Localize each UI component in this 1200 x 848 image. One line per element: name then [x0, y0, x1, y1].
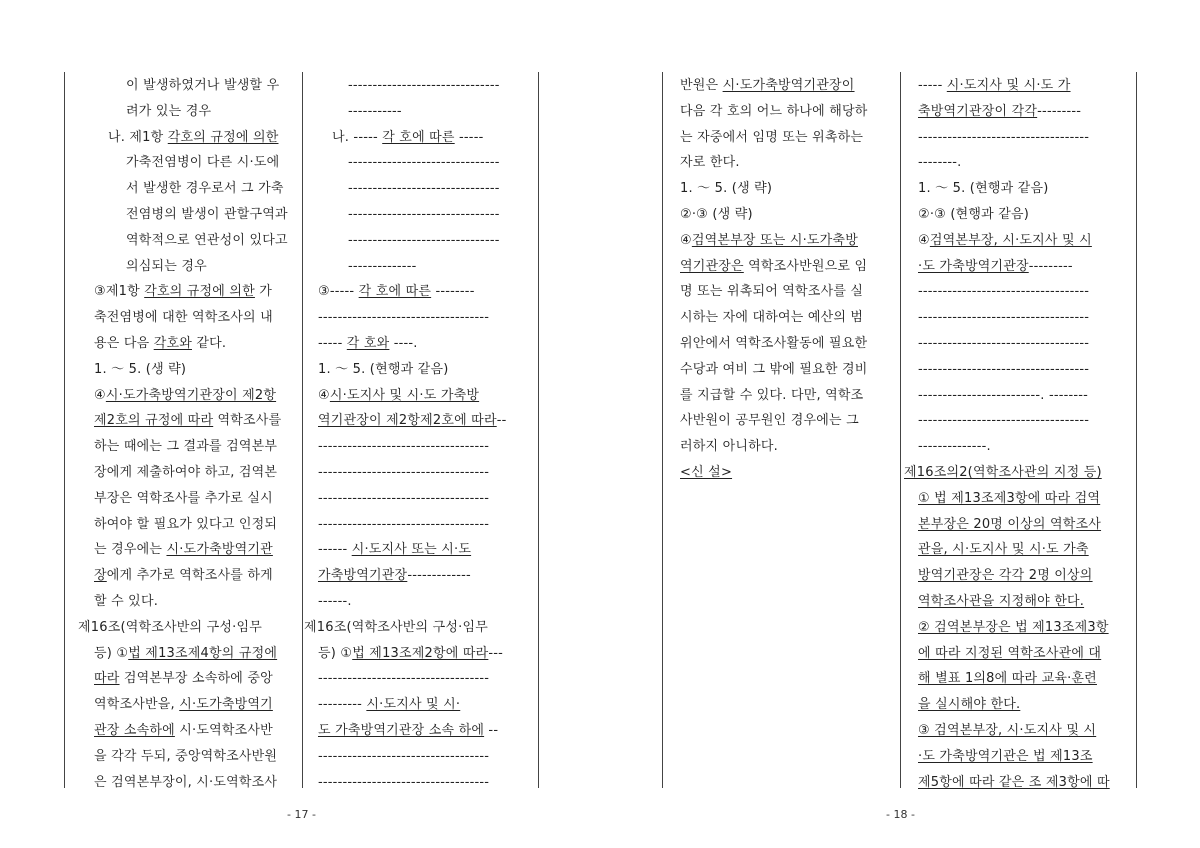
text-line: 위안에서 역학조사활동에 필요한	[680, 336, 868, 351]
text-line: 가축전염병이 다른 시·도에	[126, 155, 280, 171]
text-line	[918, 646, 1101, 662]
text-line	[904, 465, 1102, 481]
underlined-amendment: ① 법 제13조제3항에 따라 검역	[918, 490, 1101, 506]
underlined-amendment: 시·도지사 또는 시·도	[351, 542, 472, 558]
text-line: -----------------------------------	[318, 748, 490, 764]
underlined-amendment: 시·도가축방역기관장이 제2항	[105, 387, 277, 403]
text-line: 용은 다음 각호와 같다.	[94, 336, 227, 351]
underlined-amendment: 축방역기관장이 각각	[918, 103, 1038, 119]
text-line	[680, 465, 732, 481]
text-line: --------.	[918, 155, 962, 171]
underlined-amendment: 을 실시해야 한다.	[918, 697, 1021, 713]
text-line: -------------------------------	[348, 207, 500, 222]
text-line: 등) ①법 제13조제2항에 따라---	[318, 645, 504, 661]
text-line: ------.	[318, 594, 352, 609]
text-line: 1. ～ 5. (생 략)	[680, 181, 773, 197]
underlined-amendment: ② 검역본부장은 법 제13조제3항	[918, 619, 1109, 635]
underlined-amendment: 각호의 규정에 의한	[144, 284, 255, 300]
text-line: -----------------------------------	[318, 671, 490, 687]
text-line: -----------------------------------	[318, 516, 490, 532]
text-line: --------------.	[918, 439, 991, 455]
text-line: 전염병의 발생이 관할구역과	[126, 207, 288, 222]
text-line: ④시·도가축방역기관장이 제2항	[94, 387, 277, 403]
underlined-amendment: 각 호에 따른	[382, 129, 455, 145]
text-line	[918, 517, 1101, 533]
text-line: 은 검역본부장이, 시·도역학조사	[94, 774, 278, 790]
text-line: 수당과 여비 그 밖에 필요한 경비	[680, 361, 868, 377]
page-18	[600, 0, 1200, 848]
page-number: - 17 -	[287, 808, 316, 821]
text-line: -----------------------------------	[318, 439, 490, 455]
underlined-amendment: 각호와	[153, 336, 192, 351]
text-line: 러하지 아니하다.	[680, 439, 778, 455]
text-line: --------------	[348, 258, 417, 274]
text-line: 제16조(역학조사반의 구성·임무	[78, 619, 262, 635]
text-line: 역학적으로 연관성이 있다고	[126, 232, 288, 248]
text-line: ④검역본부장 또는 시·도가축방	[680, 232, 858, 248]
text-line: 나. ----- 각 호에 따른 -----	[332, 129, 484, 145]
text-line: -------------------------. --------	[918, 387, 1089, 403]
text-line: 도 가축방역기관장 소속 하에 --	[318, 723, 499, 738]
column-rule-left-outer	[64, 72, 65, 788]
text-line: 명 또는 위촉되어 역학조사를 실	[680, 284, 864, 300]
underlined-amendment: ·도 가축방역기관은 법 제13조	[918, 748, 1093, 764]
column-rule-right-middle	[900, 72, 901, 788]
text-line: -----------------------------------	[918, 413, 1090, 429]
underlined-amendment: 제2호의 규정에 따라	[94, 413, 214, 429]
text-line: 사반원이 공무원인 경우에는 그	[680, 413, 859, 429]
text-line: -----------------------------------	[918, 129, 1090, 145]
column-rule-right-inner	[1136, 72, 1137, 788]
underlined-amendment: 장	[94, 568, 107, 584]
text-line: 를 지급할 수 있다. 다만, 역학조	[680, 387, 864, 403]
text-line	[918, 671, 1097, 687]
text-line: 가축방역기관장-------------	[318, 568, 471, 584]
text-line: ·도 가축방역기관장---------	[918, 258, 1073, 274]
text-line	[918, 775, 1110, 791]
underlined-amendment: 방역기관장은 각각 2명 이상의	[918, 568, 1093, 584]
underlined-amendment: 에 따라 지정된 역학조사관에 대	[918, 645, 1102, 661]
text-line	[918, 491, 1100, 507]
text-line: 역기관장은 역학조사반원으로 임	[680, 258, 868, 274]
underlined-amendment: 시·도지사 및 시·도 가	[946, 78, 1071, 93]
text-line: -----------------------------------	[918, 336, 1090, 351]
underlined-amendment: 본부장은 20명 이상의 역학조사	[918, 516, 1102, 532]
text-line: 을 각각 두되, 중앙역학조사반원	[94, 748, 278, 764]
underlined-amendment: 제5항에 따라 같은 조 제3항에 따	[918, 774, 1110, 790]
text-line: 장에게 제출하여야 하고, 검역본	[94, 465, 278, 480]
text-line: ②·③ (현행과 같음)	[918, 207, 1030, 222]
text-line: ④시·도지사 및 시·도 가축방	[318, 387, 480, 403]
text-line: 제2호의 규정에 따라 역학조사를	[94, 413, 282, 429]
text-line: ----- 시·도지사 및 시·도 가	[918, 78, 1071, 93]
text-line: -----------------------------------	[318, 310, 490, 326]
text-line	[918, 723, 1096, 739]
text-line: 할 수 있다.	[94, 594, 159, 609]
text-line: 는 경우에는 시·도가축방역기관	[94, 542, 273, 558]
text-line: --------- 시·도지사 및 시·	[318, 697, 461, 713]
underlined-amendment: <신 설>	[680, 465, 733, 480]
text-line: 축전염병에 대한 역학조사의 내	[94, 310, 273, 326]
text-line: -------------------------------	[348, 232, 500, 248]
text-line: ----- 각 호와 ----.	[318, 336, 418, 351]
text-line: 축방역기관장이 각각---------	[918, 103, 1082, 119]
underlined-amendment: 각호의 규정에 의한	[167, 129, 279, 145]
text-line	[918, 568, 1093, 584]
text-line	[918, 594, 1084, 610]
underlined-amendment: 도 가축방역기관장 소속 하에	[318, 723, 485, 738]
column-rule-left-inner	[538, 72, 539, 788]
text-line: 1. ～ 5. (생 략)	[94, 361, 187, 377]
text-line	[918, 620, 1109, 636]
text-line: 시하는 자에 대하여는 예산의 범	[680, 310, 864, 326]
text-line: 부장은 역학조사를 추가로 실시	[94, 490, 273, 506]
text-line: 서 발생한 경우로서 그 가축	[126, 181, 284, 197]
text-line: 려가 있는 경우	[126, 103, 212, 119]
text-line: 하여야 할 필요가 있다고 인정되	[94, 516, 278, 532]
text-line: ②·③ (생 략)	[680, 207, 753, 222]
underlined-amendment: 시·도가축방역기관장이	[722, 78, 855, 93]
text-line: ③----- 각 호에 따른 --------	[318, 284, 475, 300]
text-line: -----------------------------------	[918, 284, 1090, 300]
underlined-amendment: 역기관장은	[680, 258, 744, 274]
text-line: 장에게 추가로 역학조사를 하게	[94, 568, 273, 584]
text-line: 1. ～ 5. (현행과 같음)	[318, 361, 449, 377]
text-line	[918, 749, 1093, 765]
underlined-amendment: 법 제13조제2항에 따라	[352, 645, 489, 661]
underlined-amendment: 검역본부장 또는 시·도가축방	[691, 232, 858, 248]
text-line: 자로 한다.	[680, 155, 740, 171]
text-line: 반원은 시·도가축방역기관장이	[680, 78, 855, 93]
underlined-amendment: 시·도지사 및 시·도 가축방	[329, 387, 480, 403]
text-line: -----------------------------------	[318, 465, 490, 480]
text-line: -----------	[348, 103, 402, 119]
page-number: - 18 -	[886, 808, 915, 821]
text-line: -----------------------------------	[918, 310, 1090, 326]
underlined-amendment: ·도 가축방역기관장	[918, 258, 1029, 274]
text-line: -----------------------------------	[318, 774, 490, 790]
text-line: 제16조(역학조사반의 구성·임무	[304, 619, 488, 635]
text-line: 역학조사반을, 시·도가축방역기	[94, 697, 273, 713]
underlined-amendment: 제16조의2(역학조사관의 지정 등)	[904, 465, 1102, 480]
text-line	[918, 542, 1089, 558]
text-line: -----------------------------------	[318, 490, 490, 506]
column-rule-right-outer	[662, 72, 663, 788]
text-line: 따라 검역본부장 소속하에 중앙	[94, 671, 273, 687]
underlined-amendment: 해 별표 1의8에 따라 교육·훈련	[918, 671, 1097, 687]
text-line: 1. ～ 5. (현행과 같음)	[918, 181, 1049, 197]
underlined-amendment: ③ 검역본부장, 시·도지사 및 시	[918, 723, 1097, 738]
underlined-amendment: 시·도가축방역기	[179, 697, 273, 713]
underlined-amendment: 관을, 시·도지사 및 시·도 가축	[918, 542, 1089, 558]
text-line: 등) ①법 제13조제4항의 규정에	[94, 645, 278, 661]
text-line: 관장 소속하에 시·도역학조사반	[94, 723, 273, 738]
text-line: -----------------------------------	[918, 361, 1090, 377]
underlined-amendment: 역기관장이 제2항제2호에 따라	[318, 413, 497, 429]
underlined-amendment: 각 호에 따른	[358, 284, 432, 300]
underlined-amendment: 시·도지사 및 시·	[366, 697, 461, 713]
underlined-amendment: 시·도가축방역기관	[166, 542, 273, 558]
text-line: 하는 때에는 그 결과를 검역본부	[94, 439, 278, 455]
underlined-amendment: 검역본부장, 시·도지사 및 시	[929, 232, 1092, 248]
text-line: ③제1항 각호의 규정에 의한 가	[94, 284, 273, 300]
text-line: 의심되는 경우	[126, 258, 207, 274]
text-line: -------------------------------	[348, 155, 500, 171]
underlined-amendment: 가축방역기관장	[318, 568, 408, 584]
text-line: ------ 시·도지사 또는 시·도	[318, 542, 472, 558]
text-line: 이 발생하였거나 발생할 우	[126, 78, 280, 93]
text-line	[918, 697, 1020, 713]
underlined-amendment: 역학조사관을 지정해야 한다.	[918, 594, 1085, 609]
text-line: ④검역본부장, 시·도지사 및 시	[918, 232, 1092, 248]
underlined-amendment: 관장 소속하에	[94, 723, 175, 738]
text-line: -------------------------------	[348, 78, 500, 93]
text-line: 다음 각 호의 어느 하나에 해당하	[680, 103, 868, 119]
underlined-amendment: 각 호와	[346, 336, 390, 351]
text-line: 역기관장이 제2항제2호에 따라--	[318, 413, 507, 429]
underlined-amendment: 법 제13조제4항의 규정에	[128, 645, 278, 661]
underlined-amendment: 따라	[94, 671, 120, 687]
column-rule-left-middle	[302, 72, 303, 788]
text-line: 나. 제1항 각호의 규정에 의한	[108, 129, 279, 145]
text-line: -------------------------------	[348, 181, 500, 197]
text-line: 는 자중에서 임명 또는 위촉하는	[680, 129, 864, 145]
